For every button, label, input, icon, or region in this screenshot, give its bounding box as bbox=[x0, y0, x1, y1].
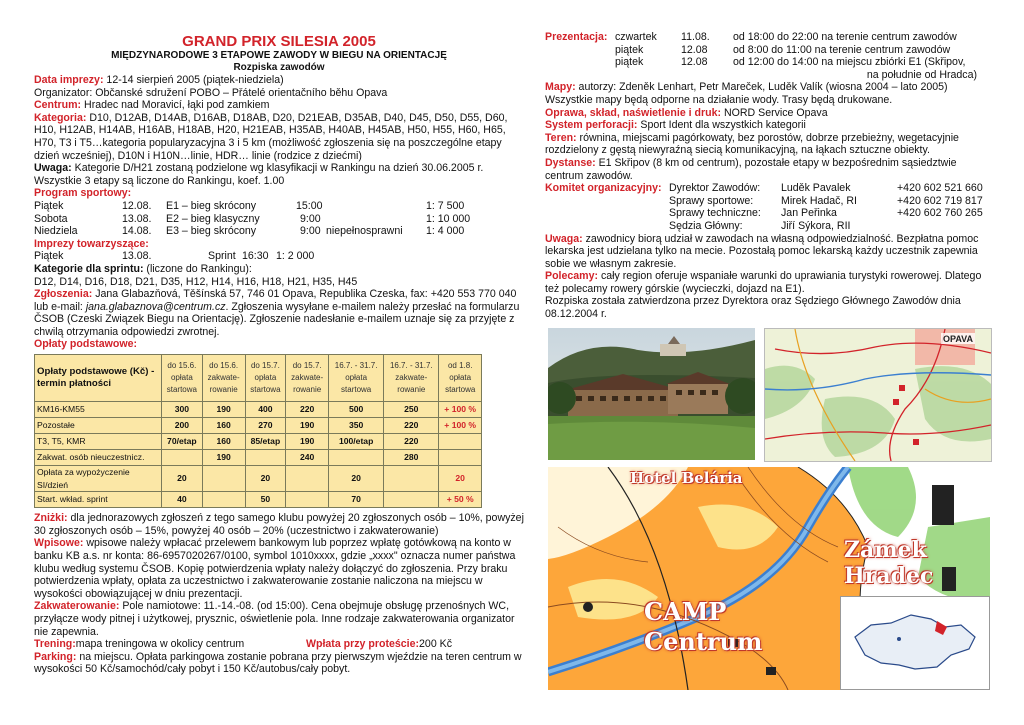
parking: Parking: na miejscu. Opłata parkingowa zostanie pobrana przy pierwszym wjeździe na teren centrum w wysokości 50 Kč/samochód/cały pobyt i 150 Kč/autobus/cały pobyt. bbox=[34, 650, 522, 676]
table-row: Pozostałe 200 160 270 190 350 220 + 100 % bbox=[35, 418, 482, 434]
fees-table bbox=[34, 354, 482, 508]
trening-row: Trening:mapa treningowa w okolicy centrum Wpłata przy proteście:200 Kč bbox=[34, 638, 453, 651]
komitet-row: Komitet organizacyjny: Dyrektor Zawodów: Luděk Pavalek +420 602 521 660 bbox=[545, 182, 983, 195]
opava-label: OPAVA bbox=[943, 334, 974, 344]
uwaga-ranking: Uwaga: Kategorie D/H21 zostaną podzielone wg klasyfikacji w Rankingu na dzień 30.06.2005 r. Wszystkie 3 etapy są liczone do Rankingu, koef. 1.00 bbox=[34, 162, 484, 187]
hotel-belaria-label: Hotel Belária bbox=[630, 469, 743, 487]
data-imprezy: Data imprezy: 12-14 sierpień 2005 (piątek-niedziela) bbox=[34, 74, 284, 86]
komitet-row: Sprawy techniczne: Jan Peřinka +420 602 760 265 bbox=[669, 207, 983, 220]
table-row: KM16-KM55 300 190 400 220 500 250 + 100 % bbox=[35, 402, 482, 418]
towarzyszace-row: Piątek 13.08. Sprint 16:30 1: 2 000 bbox=[34, 250, 315, 263]
subtitle-rozpiska: Rozpiska zawodów bbox=[233, 62, 325, 73]
perforacji: System perforacji: Sport Ident dla wszystkich kategorii bbox=[545, 119, 806, 132]
znizki: Zniżki: dla jednorazowych zgłoszeń z tego samego klubu powyżej 20 zgłoszonych osób – 10%, powyżej 30 zgłoszonych osób – 15%, powyżej 40 osób – 20% (uczestnictwo i zakwaterowanie) bbox=[34, 512, 524, 537]
zamek-hradec-label: Zámek Hradec bbox=[844, 537, 934, 589]
prezentacja-row: piątek 12.08 od 12:00 do 14:00 na miejscu zbiórki E1 (Skřipov, bbox=[615, 56, 966, 69]
zgloszenia: Zgłoszenia: Jana Glabazňová, Těšínská 57, 746 01 Opava, Republika Czeska, fax: +420 553 770 040 lub e-mail: jana.glabaznova@centrum.cz. Zgłoszenia wysyłane e-mailem należy przesłać na formularzu ČSOB (Czeski Związek Biegu na Orientację). Zgłoszenie nadesłanie e-mailem uznaje się za przyjęte z chwilą otrzymania odpowiedzi zwrotnej. bbox=[34, 288, 520, 338]
table-header-row: Opłaty podstawowe (Kč) - termin płatności do 15.6. opłata startowa do 15.6. zakwate- rowanie do 15.7. opłata startowa do 15.7. zakwate- rowanie 16.7. - 31.7. opłata startowa 16.7. - 31.7. zakwate- rowanie od 1.8. opłata startowa bbox=[35, 355, 482, 402]
program-row: Piątek 12.08. E1 – bieg skrócony 15:00 1: 7 500 bbox=[34, 199, 465, 212]
subtitle: MIĘDZYNARODOWE 3 ETAPOWE ZAWODY W BIEGU NA ORIENTACJĘ bbox=[111, 50, 447, 61]
page-title: GRAND PRIX SILESIA 2005 bbox=[182, 33, 376, 50]
prezentacja-row: piątek 12.08 od 8:00 do 11:00 na terenie centrum zawodów bbox=[615, 43, 951, 56]
table-row: T3, T5, KMR 70/etap 160 85/etap 190 100/etap 220 bbox=[35, 434, 482, 450]
oprawa: Oprawa, skład, naświetlenie i druk: NORD Service Opava bbox=[545, 106, 828, 119]
sprint-list: D12, D14, D16, D18, D21, D35, H12, H14, H16, H18, H21, H35, H45 bbox=[34, 275, 358, 288]
email-link[interactable]: jana.glabaznova@centrum.cz bbox=[85, 300, 226, 313]
region-map bbox=[764, 328, 992, 462]
wpisowe: Wpisowe: wpisowe należy wpłacać przelewem bankowym lub poprzez wpłatę gotówkową na konto w banku KB a.s. nr konta: 86-6957020267/0100, symbol 1010xxxx, gdzie „xxxx" oznacza numer państwa klubu według systemu ČSOB. Kopię potwierdzenia wpłaty należy dołączyć do zgłoszenia. Przy braku potwierdzenia wpłaty, opłata za uczestnictwo i zakwaterowanie zostanie naliczona na miejscu w wysokości obowiązującej w dniu prezentacji. bbox=[34, 537, 516, 600]
komitet-row: Sprawy sportowe: Mirek Hadač, RI +420 602 719 817 bbox=[669, 194, 983, 207]
organizator: Organizator: Občanské sdružení POBO – Přátelé orientačního běhu Opava bbox=[34, 86, 388, 99]
left-column bbox=[34, 0, 524, 676]
mapy: Mapy: autorzy: Zdeněk Lenhart, Petr Mareček, Luděk Valík (wiosna 2004 – lato 2005) Wszystkie mapy będą odporne na działanie wody. Trasy będą drukowane. bbox=[545, 81, 948, 106]
program-row: Sobota 13.08. E2 – bieg klasyczny 9:00 1: 10 000 bbox=[34, 212, 471, 225]
komitet bbox=[545, 182, 997, 232]
camp-label: CAMP bbox=[644, 597, 727, 626]
sprint-categories: Kategorie dla sprintu: (liczone do Rankingu): bbox=[34, 262, 252, 275]
dystanse: Dystanse: E1 Skřipov (8 km od centrum), pozostałe etapy w bezpośrednim sąsiedztwie centrum zawodów. bbox=[545, 156, 957, 182]
zakwaterowanie: Zakwaterowanie: Pole namiotowe: 11.-14.-08. (od 15:00). Cena obejmuje obsługę przenośnych WC, przyłącze wody pitnej i użytkowej, prysznic, oświetlenie pola. Inne rodzaje zakwaterowania organizator nie zapewnia. bbox=[34, 600, 515, 638]
zatwierdzona: Rozpiska została zatwierdzona przez Dyrektora oraz Sędziego Głównego Zawodów dnia 08.12.2004 r. bbox=[545, 295, 961, 321]
polecamy: Polecamy: cały region oferuje wspaniałe warunki do uprawiania turystyki rowerowej. Dlatego też polecamy rowery górskie (wycieczki, dojazd na E1). bbox=[545, 270, 982, 295]
program-heading: Program sportowy: bbox=[34, 187, 132, 200]
towarzyszace-heading: Imprezy towarzyszące: bbox=[34, 237, 149, 250]
komitet-row: Sędzia Główny: Jiří Sýkora, RII bbox=[669, 219, 851, 232]
hotel-photo bbox=[548, 328, 755, 460]
centrum-label: Centrum bbox=[644, 627, 763, 656]
prezentacja-row: Prezentacja: czwartek 11.08. od 18:00 do 22:00 na terenie centrum zawodów bbox=[545, 31, 957, 43]
program-table bbox=[34, 200, 524, 238]
centrum: Centrum: Hradec nad Moravicí, łąki pod zamkiem bbox=[34, 99, 270, 112]
orienteering-map bbox=[548, 467, 990, 690]
prezentacja: Prezentacja: czwartek 11.08. od 18:00 do 22:00 na terenie centrum zawodów piątek 12.08 od 8:00 do 11:00 na terenie centrum zawodów piątek 12.08 od 12:00 do 14:00 na miejscu zbiórki E1 (Skřipov, na południe od Hradca) bbox=[545, 31, 997, 81]
oplaty-heading: Opłaty podstawowe: bbox=[34, 338, 138, 351]
table-row: Zakwat. osób nieuczestnicz. 190 240 280 bbox=[35, 450, 482, 466]
program-row: Niedziela 14.08. E3 – bieg skrócony 9:00 niepełnosprawni 1: 4 000 bbox=[34, 225, 465, 238]
teren: Teren: równina, miejscami pagórkowaty, bez porostów, dobrze przebieżny, wegetacyjnie rozdzielony z gęstą niewyraźną siecią komunikacyjną, na łąkach sztuczne obiekty. bbox=[545, 131, 959, 157]
table-row: Start. wkład. sprint 40 50 70 + 50 % bbox=[35, 492, 482, 508]
uwaga-lekarska: Uwaga: zawodnicy biorą udział w zawodach na własną odpowiedzialność. Bezpłatna pomoc lekarska jest udzielana tylko na mecie. Pozostałą pomoc lekarską każdy uczestnik zapewnia sobie we własnym zakresie. bbox=[545, 232, 979, 270]
table-row: Opłata za wypożyczenie SI/dzień 20 20 20 20 bbox=[35, 466, 482, 492]
kategoria: Kategoria: D10, D12AB, D14AB, D16AB, D18AB, D20, D21EAB, D35AB, D40, D45, D50, D55, D60, H10, H12AB, H14AB, H16AB, H18AB, H20, H21EAB, H35AB, H40AB, H45AB, H50, H55, H60, H65, H70, T3 i T5…kategoria popularyzacyjna 3 i 5 km (możliwość zgłoszenia się na poszczególne etapy dzień wcześniej), D10N i H10N…linie, HDR… linie (rodzice z dziećmi) bbox=[34, 111, 508, 162]
czech-map-inset bbox=[840, 596, 990, 690]
right-column bbox=[545, 0, 997, 321]
